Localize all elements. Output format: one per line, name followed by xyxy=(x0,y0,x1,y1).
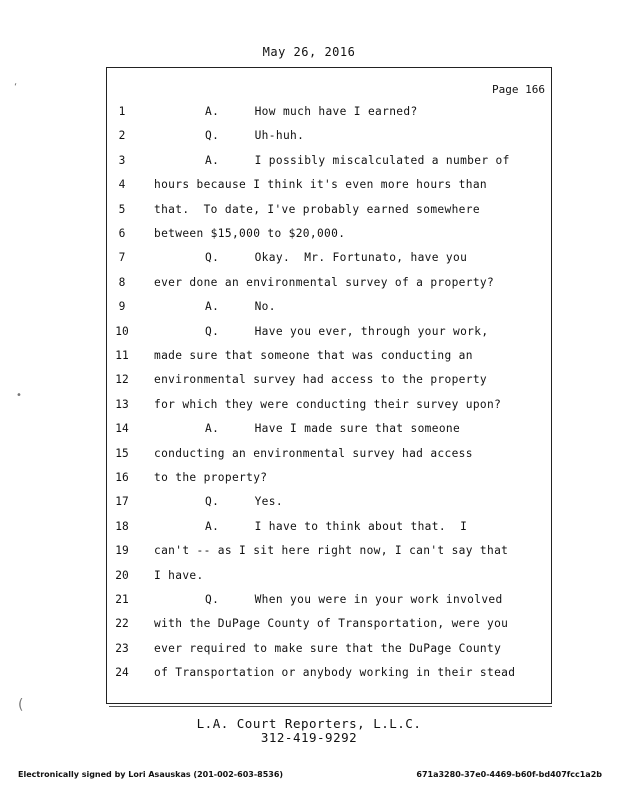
reporter-company: L.A. Court Reporters, L.L.C. xyxy=(196,716,422,731)
line-number: 2 xyxy=(118,129,126,143)
line-text: Q. Uh-huh. xyxy=(205,129,305,143)
line-number: 22 xyxy=(115,617,129,631)
line-text: to the property? xyxy=(154,471,268,484)
margin-mark-3: ( xyxy=(18,697,24,713)
line-number: 10 xyxy=(115,324,129,338)
transcript-line xyxy=(0,567,618,585)
line-number: 12 xyxy=(115,373,129,387)
line-text: for which they were conducting their survey upon? xyxy=(154,397,502,411)
transcript-line xyxy=(0,640,618,658)
margin-mark-1: ‘ xyxy=(14,82,18,93)
transcript-line xyxy=(0,127,618,145)
line-text: conducting an environmental survey had access xyxy=(154,446,473,460)
line-number: 20 xyxy=(115,568,129,582)
line-number: 4 xyxy=(118,178,126,192)
transcript-line xyxy=(0,469,618,487)
margin-mark-2: • xyxy=(16,390,22,401)
electronic-signature-note: Electronically signed by Lori Asauskas (201-002-603-8536) xyxy=(18,770,284,779)
transcript-line xyxy=(0,615,618,633)
line-number: 18 xyxy=(115,519,129,533)
line-text: of Transportation or anybody working in their stead xyxy=(154,666,516,680)
line-number: 13 xyxy=(115,397,129,411)
transcript-line xyxy=(0,176,618,194)
line-text: ever required to make sure that the DuPage County xyxy=(154,641,502,655)
page-label: Page 166 xyxy=(492,83,545,96)
line-number: 19 xyxy=(115,544,129,558)
transcript-line xyxy=(0,249,618,267)
line-text: that. To date, I've probably earned somewhere xyxy=(154,202,480,216)
line-text: A. I have to think about that. I xyxy=(205,519,468,533)
line-text: Q. Have you ever, through your work, xyxy=(205,324,489,338)
line-number: 1 xyxy=(118,105,126,118)
line-text: A. Have I made sure that someone xyxy=(205,422,461,436)
transcript-line xyxy=(0,371,618,389)
transcript-line xyxy=(0,152,618,170)
line-number: 5 xyxy=(118,202,126,216)
line-text: Q. When you were in your work involved xyxy=(205,593,503,606)
transcript-line xyxy=(0,591,618,609)
transcript-line xyxy=(0,347,618,365)
transcript-line xyxy=(0,103,618,121)
line-number: 9 xyxy=(118,300,126,314)
line-text: A. How much have I earned? xyxy=(205,105,418,118)
line-text: made sure that someone that was conducting an xyxy=(154,349,473,362)
frame-shadow xyxy=(109,702,552,707)
line-text: environmental survey had access to the property xyxy=(154,373,488,387)
line-number: 3 xyxy=(118,153,126,167)
line-number: 24 xyxy=(115,666,129,680)
line-number: 14 xyxy=(115,422,129,436)
transcript-line xyxy=(0,493,618,511)
transcript-line xyxy=(0,420,618,438)
line-number: 15 xyxy=(115,446,129,460)
line-number: 16 xyxy=(115,471,129,484)
line-text: Q. Okay. Mr. Fortunato, have you xyxy=(205,251,468,265)
transcript-line xyxy=(0,518,618,536)
line-text: with the DuPage County of Transportation, were you xyxy=(154,617,509,631)
line-number: 11 xyxy=(115,349,129,362)
transcript-line xyxy=(0,201,618,219)
document-id: 671a3280-37e0-4469-b60f-bd407fcc1a2b xyxy=(416,770,602,779)
line-text: ever done an environmental survey of a property? xyxy=(154,275,495,289)
transcript-line xyxy=(0,225,618,243)
date-header: May 26, 2016 xyxy=(262,45,356,59)
line-text: I have. xyxy=(154,568,204,582)
line-number: 7 xyxy=(118,251,126,265)
line-number: 17 xyxy=(115,495,129,509)
transcript-line xyxy=(0,298,618,316)
transcript-line xyxy=(0,323,618,341)
line-text: can't -- as I sit here right now, I can't say that xyxy=(154,544,509,558)
line-text: A. I possibly miscalculated a number of xyxy=(205,153,510,167)
line-number: 21 xyxy=(115,593,129,606)
transcript-line xyxy=(0,274,618,292)
line-text: A. No. xyxy=(205,300,276,314)
transcript-line xyxy=(0,542,618,560)
line-text: Q. Yes. xyxy=(205,495,283,509)
transcript-line xyxy=(0,396,618,414)
line-number: 8 xyxy=(118,275,126,289)
line-text: between $15,000 to $20,000. xyxy=(154,227,346,240)
line-text: hours because I think it's even more hours than xyxy=(154,178,488,192)
transcript-line xyxy=(0,445,618,463)
reporter-phone: 312-419-9292 xyxy=(260,730,358,745)
transcript-line xyxy=(0,664,618,682)
line-number: 23 xyxy=(115,641,129,655)
line-number: 6 xyxy=(118,227,126,240)
